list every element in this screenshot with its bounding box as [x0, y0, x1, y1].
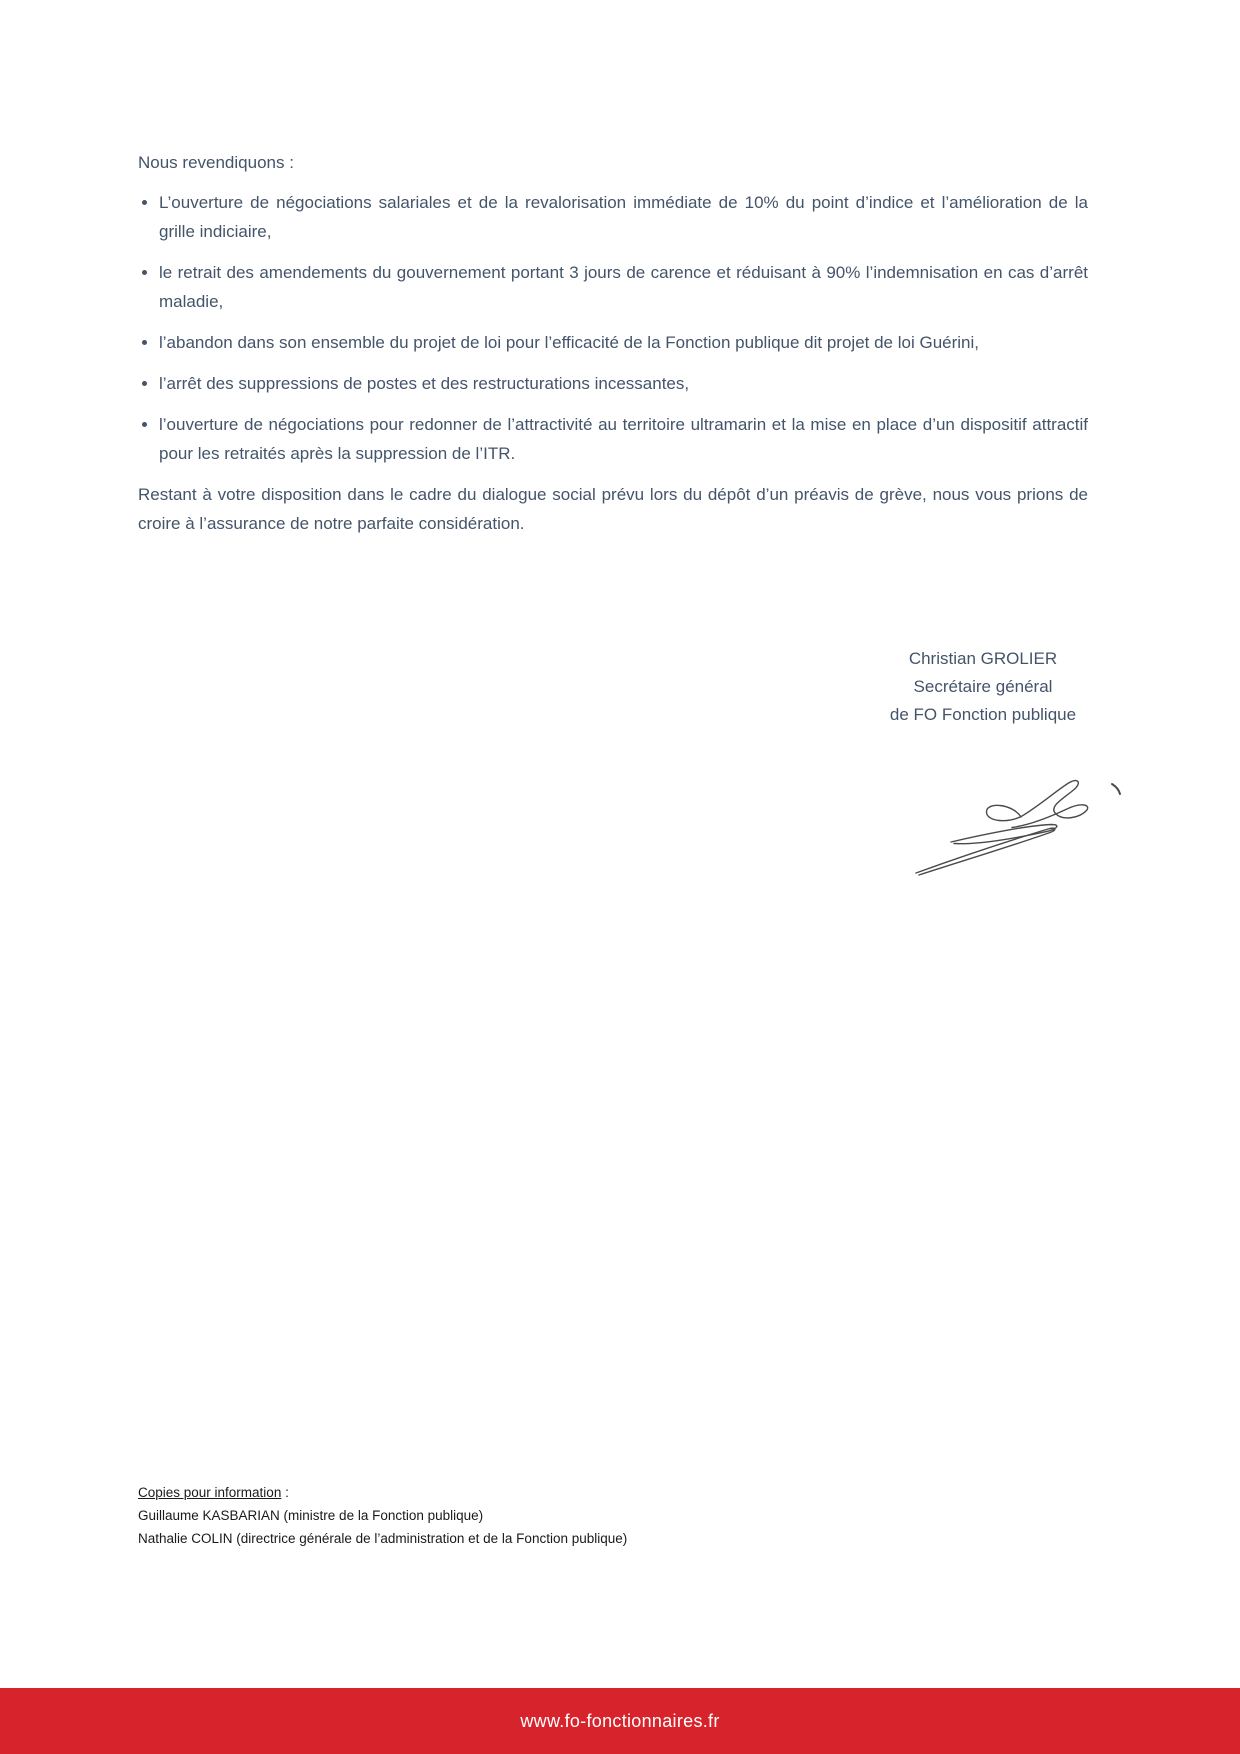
bullet-icon	[142, 381, 147, 386]
demand-text: l’ouverture de négociations pour redonner de l’attractivité au territoire ultramarin et la mise en place d’un dispositif attractif pour les retraités après la suppression de l’ITR.	[159, 415, 1088, 463]
signatory-organization: de FO Fonction publique	[889, 705, 1077, 724]
intro-line: Nous revendiquons :	[138, 153, 294, 172]
demands-list	[138, 188, 1088, 468]
copies-recipient: Guillaume KASBARIAN (ministre de la Fonction publique)	[138, 1508, 484, 1523]
list-item	[138, 410, 1088, 468]
demand-text: l’abandon dans son ensemble du projet de loi pour l’efficacité de la Fonction publique dit projet de loi Guérini,	[159, 333, 979, 352]
list-item	[138, 258, 1088, 316]
copies-heading-separator: :	[281, 1485, 289, 1500]
demand-text: l’arrêt des suppressions de postes et des restructurations incessantes,	[159, 374, 690, 393]
list-item	[138, 188, 1088, 246]
handwritten-signature	[810, 755, 1130, 885]
bullet-icon	[142, 340, 147, 345]
copies-heading-line	[138, 1481, 938, 1504]
signatory-role: Secrétaire général	[913, 677, 1053, 696]
copies-section	[138, 1481, 938, 1550]
copies-recipient: Nathalie COLIN (directrice générale de l’administration et de la Fonction publique)	[138, 1531, 628, 1546]
bullet-icon	[142, 270, 147, 275]
signatory-name: Christian GROLIER	[908, 649, 1058, 668]
footer-bar	[0, 1688, 1240, 1754]
signatory-block	[813, 645, 1153, 729]
demand-text: le retrait des amendements du gouvernement portant 3 jours de carence et réduisant à 90% l’indemnisation en cas d’arrêt maladie,	[159, 263, 1088, 311]
copies-heading: Copies pour information	[138, 1485, 282, 1500]
closing-paragraph: Restant à votre disposition dans le cadre du dialogue social prévu lors du dépôt d’un préavis de grève, nous vous prions de croire à l’assurance de notre parfaite considération.	[138, 485, 1088, 533]
bullet-icon	[142, 200, 147, 205]
footer-url[interactable]: www.fo-fonctionnaires.fr	[520, 1710, 720, 1731]
list-item	[138, 369, 1088, 398]
demand-text: L’ouverture de négociations salariales et de la revalorisation immédiate de 10% du point d’indice et l’amélioration de la grille indiciaire,	[159, 193, 1088, 241]
list-item	[138, 328, 1088, 357]
bullet-icon	[142, 422, 147, 427]
letter-body	[138, 148, 1088, 538]
